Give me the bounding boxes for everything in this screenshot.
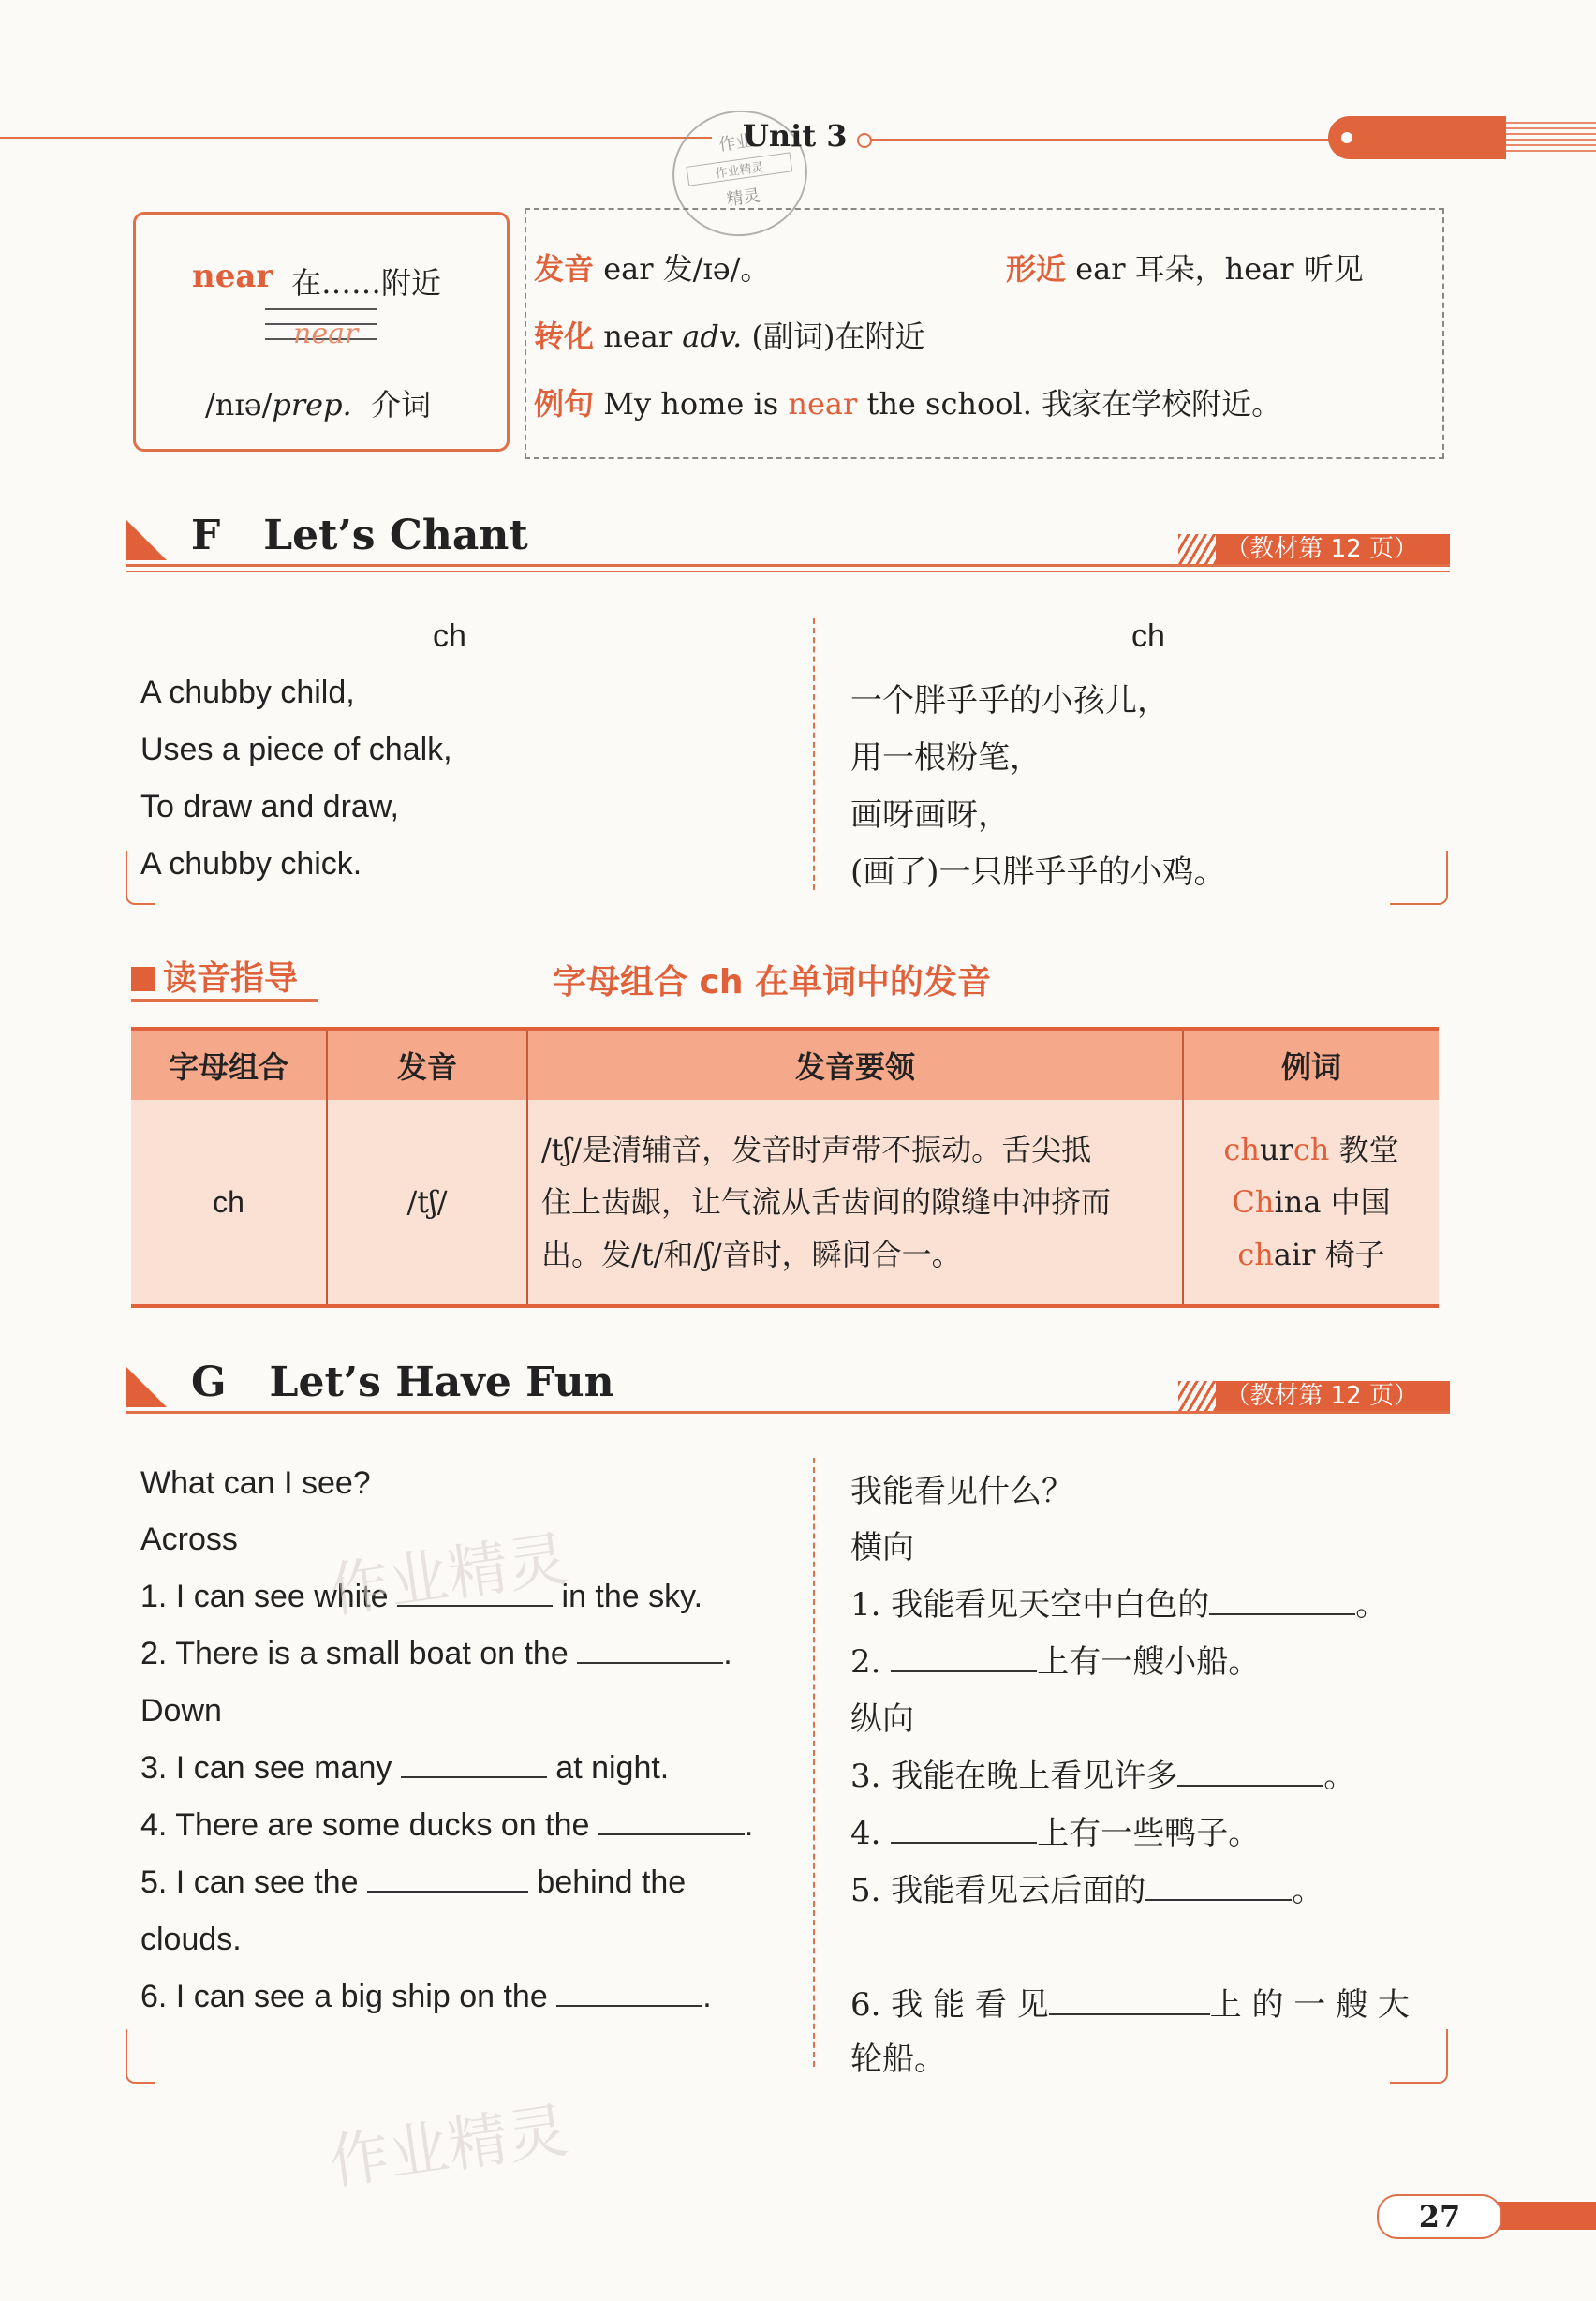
chant-en-line: To draw and draw, [140,789,399,824]
section-f-title-text: Let’s Chant [263,512,528,559]
example-part: ina [1274,1184,1322,1220]
example-pre: My home is [603,386,789,422]
convert-pos: adv. [682,319,743,354]
pron-text: ear 发/ɪə/。 [603,251,771,287]
stamp-text-3: 精灵 [725,186,761,211]
bracket-right [1390,2029,1448,2084]
item-text: . [723,1636,732,1671]
header-tab [1328,116,1506,159]
fun-en-question: What can I see? [140,1465,371,1501]
item-text: 1. 我能看见天空中白色的 [850,1586,1210,1624]
answer-blank[interactable] [891,1816,1037,1844]
header-rule-left [0,137,712,139]
section-f-badge-text: （教材第 12 页） [1225,535,1418,563]
table-cell-tip [527,1100,1183,1306]
answer-blank[interactable] [556,1979,702,2007]
header-circle-icon [857,133,872,148]
section-g-heading [126,1358,1450,1415]
vocab-pos-cn: 介词 [371,387,432,423]
answer-blank[interactable] [367,1864,528,1893]
header-stripes [1506,122,1596,154]
item-text: 。 [1355,1586,1388,1624]
item-text: 上有一些鸭子。 [1037,1815,1261,1852]
section-f-title [191,512,528,559]
pronunciation-table [131,1027,1439,1308]
vocab-card [133,212,510,452]
table-header: 字母组合 [131,1029,327,1100]
section-g-badge-text: （教材第 12 页） [1225,1382,1418,1410]
item-text: 4. There are some ducks on the [140,1807,590,1843]
answer-blank[interactable] [1209,1587,1355,1615]
example-word: near [788,386,858,422]
item-text: at night. [555,1750,670,1786]
convert-post: (副词)在附近 [742,319,925,354]
fun-cn-item [850,1864,1323,1910]
example-row [534,380,1281,423]
chant-en-line: A chubby child, [140,675,355,710]
watermark-text: 作业精灵 [324,2096,572,2199]
tip-line: /tʃ/是清辅音，发音时声带不振动。舌尖抵 [541,1132,1092,1167]
item-text: 。 [1323,1758,1356,1795]
pron-label: 发音 [534,251,595,287]
fun-cn-across: 横向 [850,1529,914,1566]
similar-text: ear 耳朵，hear 听见 [1075,251,1364,287]
bracket-left [126,2029,155,2084]
example-word-row [1185,1123,1438,1176]
fun-cn-item [850,1807,1260,1853]
column-divider [813,1458,815,2067]
section-f-letter: F [191,512,221,559]
reading-guide-title: 字母组合 ch 在单词中的发音 [553,963,992,1002]
example-highlight: ch [1223,1132,1260,1167]
fun-cn-item [850,1979,1410,2025]
chant-en-title: ch [433,618,466,654]
example-part: ur [1259,1132,1293,1167]
table-header: 发音 [327,1029,527,1100]
chant-en-line: A chubby chick. [140,846,362,882]
page-number: 27 [1377,2194,1502,2239]
fun-en-item [140,1864,686,1901]
chant-cn-line: 用一根粉笔， [850,739,1042,777]
item-text: 1. I can see white [140,1579,389,1614]
table-cell-sound: /tʃ/ [327,1100,527,1306]
answer-blank[interactable] [577,1636,723,1664]
example-cn: 中国 [1321,1184,1391,1220]
section-rule [126,564,1450,567]
item-text: 6. 我 能 看 见 [850,1986,1049,2024]
item-text: 2. There is a small boat on the [140,1636,569,1671]
column-divider [813,618,815,890]
chant-cn-line: 画呀画呀， [850,796,1010,834]
example-label: 例句 [534,386,595,422]
example-highlight: Ch [1232,1184,1275,1220]
watermark-text: 作业精灵 [324,1524,572,1627]
chant-en-line: Uses a piece of chalk, [140,732,452,767]
fun-cn-down: 纵向 [850,1700,914,1738]
pron-row [534,245,770,289]
table-cell-combo: ch [131,1100,327,1306]
section-f-heading [126,512,1450,568]
stamp-text-1: 作业 [717,130,754,156]
example-post: the school. 我家在学校附近。 [857,386,1282,422]
chant-cn-line: (画了)一只胖乎乎的小鸡。 [850,854,1226,891]
table-row [131,1100,1439,1306]
answer-blank[interactable] [598,1807,745,1835]
fun-en-item [140,1979,712,2015]
table-header-row [131,1029,1439,1100]
example-cn: 椅子 [1315,1237,1385,1272]
answer-blank[interactable] [1145,1873,1292,1901]
reading-guide-underline [131,999,318,1002]
item-text: 3. I can see many [140,1750,392,1786]
table-cell-examples [1183,1100,1439,1306]
example-word-row [1185,1228,1438,1281]
example-highlight: ch [1237,1237,1274,1272]
convert-row [534,313,924,356]
fun-cn-item [850,1636,1260,1682]
vocab-word: near [192,258,273,295]
item-text: 5. 我能看见云后面的 [850,1872,1146,1909]
stamp-text-2: 作业精灵 [686,152,792,186]
similar-label: 形近 [1006,251,1067,287]
section-triangle-icon [126,519,167,560]
fun-cn-item-cont: 轮船。 [850,2041,946,2078]
vocab-phonetic-line [205,381,431,424]
section-g-letter: G [191,1358,227,1406]
item-text: 4. [850,1815,881,1852]
example-part: air [1273,1237,1316,1272]
item-text: in the sky. [561,1579,703,1614]
section-triangle-icon [126,1366,167,1407]
item-text: behind the [537,1864,687,1900]
section-f-badge [1178,534,1450,564]
section-rule-thin [126,571,1450,572]
bracket-right [1390,851,1448,905]
section-rule [126,1411,1450,1414]
example-highlight: ch [1293,1132,1330,1167]
bracket-left [126,851,155,905]
answer-blank[interactable] [401,1750,547,1778]
section-g-title [191,1358,614,1406]
answer-blank[interactable] [1177,1759,1323,1787]
fun-en-item [140,1636,732,1672]
section-g-badge [1178,1381,1450,1411]
fun-en-item [140,1750,669,1787]
convert-label: 转化 [534,319,595,354]
item-text: 3. 我能在晚上看见许多 [850,1758,1178,1795]
table-header: 发音要领 [527,1029,1183,1100]
fun-cn-question: 我能看见什么？ [850,1473,1073,1510]
fun-cn-item [850,1750,1355,1796]
vocab-meaning: 在……附近 [291,265,442,301]
tip-line: 出。发/t/和/ʃ/音时，瞬间合一。 [541,1237,962,1272]
section-g-title-text: Let’s Have Fun [269,1358,614,1406]
header-rule-right [871,139,1339,141]
item-text: 6. I can see a big ship on the [140,1979,548,2014]
item-text: 5. I can see the [140,1864,359,1900]
item-text: 上有一艘小船。 [1037,1643,1261,1681]
item-text: 2. [850,1643,881,1681]
answer-blank[interactable] [891,1644,1037,1672]
fun-en-down: Down [140,1693,222,1729]
vocab-phonetic: /nɪə/ [205,387,273,423]
answer-blank[interactable] [1049,1987,1210,2015]
item-text: 上 的 一 艘 大 [1209,1986,1410,2024]
vocab-info-box [525,208,1444,459]
fun-en-across: Across [140,1522,238,1557]
chant-cn-line: 一个胖乎乎的小孩儿， [850,682,1169,720]
reading-guide-label: 读音指导 [131,952,298,1000]
table-header: 例词 [1183,1029,1439,1100]
fun-cn-item [850,1579,1387,1625]
example-word-row [1185,1176,1438,1228]
example-cn: 教堂 [1329,1132,1399,1167]
item-text: 。 [1292,1872,1324,1909]
item-text: . [702,1979,712,2014]
similar-row [1006,245,1364,289]
chant-cn-title: ch [1131,618,1165,654]
handwritten-word: near [293,318,359,350]
tab-dot-icon [1341,132,1352,143]
unit-title: Unit 3 [743,118,848,154]
fun-en-item-cont: clouds. [140,1922,242,1957]
tip-line: 住上齿龈，让气流从舌齿间的隙缝中冲挤而 [541,1184,1112,1220]
fun-en-item [140,1807,753,1844]
convert-pre: near [603,319,683,354]
item-text: . [744,1807,754,1843]
vocab-pos: prep. [272,387,352,423]
